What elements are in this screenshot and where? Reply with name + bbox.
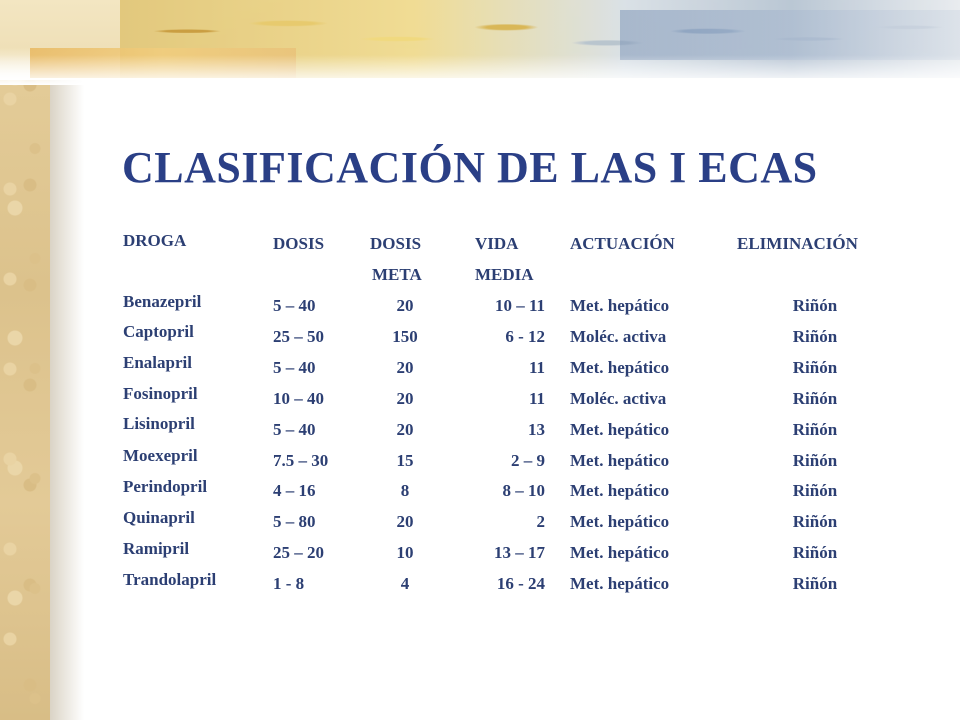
row-dosis: 5 – 40: [273, 296, 316, 315]
row-droga: Moexepril: [123, 446, 198, 465]
row-actuacion: Met. hepático: [570, 296, 670, 315]
header-actuacion: ACTUACIÓN: [570, 234, 675, 253]
row-droga: Enalapril: [123, 353, 192, 372]
row-eliminacion: Riñón: [792, 543, 838, 562]
header-eliminacion: ELIMINACIÓN: [737, 234, 858, 253]
row-eliminacion: Riñón: [792, 512, 838, 531]
row-actuacion: Met. hepático: [570, 451, 670, 470]
row-dosis: 5 – 40: [273, 358, 316, 377]
row-vida-media: 6 - 12: [505, 327, 545, 346]
row-dosis: 1 - 8: [273, 574, 305, 593]
row-dosis-meta: 20: [396, 389, 414, 408]
row-eliminacion: Riñón: [792, 574, 838, 593]
row-droga: Fosinopril: [123, 384, 198, 403]
row-vida-media: 13: [528, 420, 545, 439]
row-dosis-meta: 150: [392, 327, 418, 346]
row-vida-media: 13 – 17: [494, 543, 545, 562]
row-dosis-meta: 20: [396, 358, 414, 377]
row-eliminacion: Riñón: [792, 358, 838, 377]
row-vida-media: 16 - 24: [496, 574, 545, 593]
row-vida-media: 8 – 10: [502, 481, 545, 500]
row-vida-media: 11: [528, 389, 545, 408]
row-actuacion: Met. hepático: [570, 543, 670, 562]
row-vida-media: 11: [528, 358, 545, 377]
banner-blue-accent: [620, 10, 960, 60]
side-shadow: [50, 0, 84, 720]
row-dosis: 5 – 80: [273, 512, 316, 531]
row-dosis: 4 – 16: [273, 481, 316, 500]
row-eliminacion: Riñón: [792, 389, 838, 408]
header-dosis: DOSIS: [273, 234, 325, 253]
row-dosis-meta: 8: [400, 481, 410, 500]
row-droga: Trandolapril: [123, 570, 217, 589]
row-vida-media: 10 – 11: [494, 296, 545, 315]
header-dosis-meta-line1: DOSIS: [370, 234, 422, 253]
row-eliminacion: Riñón: [792, 420, 838, 439]
header-vida-media-line2: MEDIA: [475, 265, 534, 284]
slide-title: CLASIFICACIÓN DE LAS I ECAS: [122, 143, 818, 192]
row-dosis-meta: 20: [396, 296, 414, 315]
row-dosis: 7.5 – 30: [273, 451, 329, 470]
banner-fade: [0, 55, 960, 85]
row-dosis-meta: 20: [396, 512, 414, 531]
row-droga: Quinapril: [123, 508, 195, 527]
row-dosis: 10 – 40: [273, 389, 324, 408]
row-actuacion: Met. hepático: [570, 420, 670, 439]
row-actuacion: Moléc. activa: [570, 327, 667, 346]
row-dosis: 25 – 20: [273, 543, 324, 562]
row-eliminacion: Riñón: [792, 451, 838, 470]
row-dosis-meta: 20: [396, 420, 414, 439]
row-vida-media: 2 – 9: [511, 451, 545, 470]
row-eliminacion: Riñón: [792, 481, 838, 500]
parchment-side-strip: [0, 0, 50, 720]
row-dosis-meta: 10: [396, 543, 414, 562]
row-eliminacion: Riñón: [792, 327, 838, 346]
row-dosis-meta: 15: [396, 451, 414, 470]
row-eliminacion: Riñón: [792, 296, 838, 315]
row-droga: Lisinopril: [123, 414, 195, 433]
row-actuacion: Met. hepático: [570, 481, 670, 500]
row-droga: Perindopril: [123, 477, 208, 496]
header-dosis-meta-line2: META: [372, 265, 422, 284]
row-dosis: 5 – 40: [273, 420, 316, 439]
row-actuacion: Met. hepático: [570, 512, 670, 531]
header-vida-media-line1: VIDA: [475, 234, 519, 253]
row-actuacion: Met. hepático: [570, 574, 670, 593]
row-dosis-meta: 4: [400, 574, 410, 593]
row-droga: Captopril: [123, 322, 194, 341]
row-droga: Ramipril: [123, 539, 190, 558]
row-dosis: 25 – 50: [273, 327, 324, 346]
row-vida-media: 2: [536, 512, 545, 531]
row-actuacion: Moléc. activa: [570, 389, 667, 408]
row-droga: Benazepril: [123, 292, 202, 311]
header-droga: DROGA: [123, 231, 187, 250]
row-actuacion: Met. hepático: [570, 358, 670, 377]
